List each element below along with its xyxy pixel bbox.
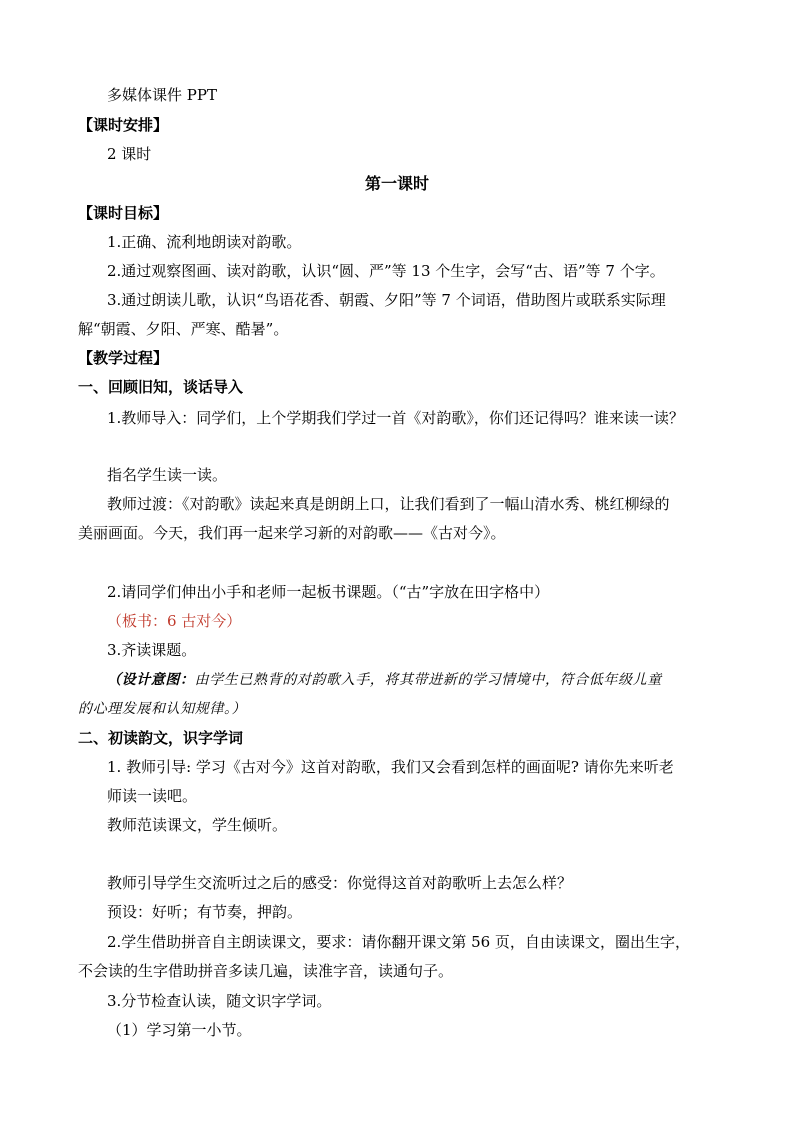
s1-paragraph-2: 指名学生读一读。 bbox=[107, 466, 228, 484]
design-intent-label: （设计意图： bbox=[107, 672, 195, 688]
goal-3-line-2: 解“朝霞、夕阳、严寒、酷暑”。 bbox=[78, 320, 289, 338]
s2-paragraph-1-line-1: 1. 教师引导: 学习《古对今》这首对韵歌，我们又会看到怎样的画面呢? 请你先来听老 bbox=[107, 758, 674, 776]
s2-paragraph-3: 教师引导学生交流听过之后的感受：你觉得这首对韵歌听上去怎么样？ bbox=[107, 874, 573, 892]
s2-paragraph-6: 3.分节检查认读，随文识字学词。 bbox=[107, 992, 332, 1010]
s1-paragraph-3-line-1: 教师过渡：《对韵歌》读起来真是朗朗上口，让我们看到了一幅山清水秀、桃红柳绿的 bbox=[107, 495, 670, 513]
materials-line: 多媒体课件 PPT bbox=[107, 86, 217, 104]
design-intent-text: 由学生已熟背的对韵歌入手，将其带进新的学习情境中，符合低年级儿童 bbox=[194, 672, 662, 688]
s1-paragraph-5: 3.齐读课题。 bbox=[107, 641, 197, 659]
schedule-header: 【课时安排】 bbox=[78, 116, 169, 134]
s2-paragraph-2: 教师范读课文，学生倾听。 bbox=[107, 816, 288, 834]
board-writing-note: （板书：6 古对今） bbox=[107, 612, 242, 630]
s2-paragraph-5-line-1: 2.学生借助拼音自主朗读课文，要求：请你翻开课文第 56 页，自由读课文，圈出生字， bbox=[107, 933, 690, 951]
design-intent-line-1 bbox=[107, 670, 662, 690]
section-1-heading: 一、回顾旧知，谈话导入 bbox=[78, 378, 244, 396]
process-header: 【教学过程】 bbox=[78, 349, 169, 367]
goals-header: 【课时目标】 bbox=[78, 204, 169, 222]
s1-paragraph-3-line-2: 美丽画面。今天，我们再一起来学习新的对韵歌——《古对今》。 bbox=[78, 524, 506, 542]
s2-paragraph-4: 预设：好听；有节奏，押韵。 bbox=[107, 903, 303, 921]
s1-paragraph-4: 2.请同学们伸出小手和老师一起板书课题。（“古”字放在田字格中） bbox=[107, 583, 550, 601]
goal-1: 1.正确、流利地朗读对韵歌。 bbox=[107, 233, 302, 251]
section-2-heading: 二、初读韵文，识字学词 bbox=[78, 729, 244, 747]
schedule-value: 2 课时 bbox=[107, 145, 152, 163]
s1-paragraph-1: 1.教师导入：同学们，上个学期我们学过一首《对韵歌》，你们还记得吗？谁来读一读？ bbox=[107, 409, 684, 427]
s2-paragraph-5-line-2: 不会读的生字借助拼音多读几遍，读准字音，读通句子。 bbox=[78, 962, 454, 980]
s2-paragraph-7: （1）学习第一小节。 bbox=[107, 1021, 252, 1039]
goal-2: 2.通过观察图画、读对韵歌，认识“圆、严”等 13 个生字，会写“古、语”等 7 个字。 bbox=[107, 262, 665, 280]
goal-3-line-1: 3.通过朗读儿歌，认识“鸟语花香、朝霞、夕阳”等 7 个词语，借助图片或联系实际理 bbox=[107, 291, 666, 309]
design-intent-line-2: 的心理发展和认知规律。） bbox=[78, 701, 247, 717]
lesson-title: 第一课时 bbox=[364, 174, 429, 193]
s2-paragraph-1-line-2: 师读一读吧。 bbox=[107, 787, 198, 805]
